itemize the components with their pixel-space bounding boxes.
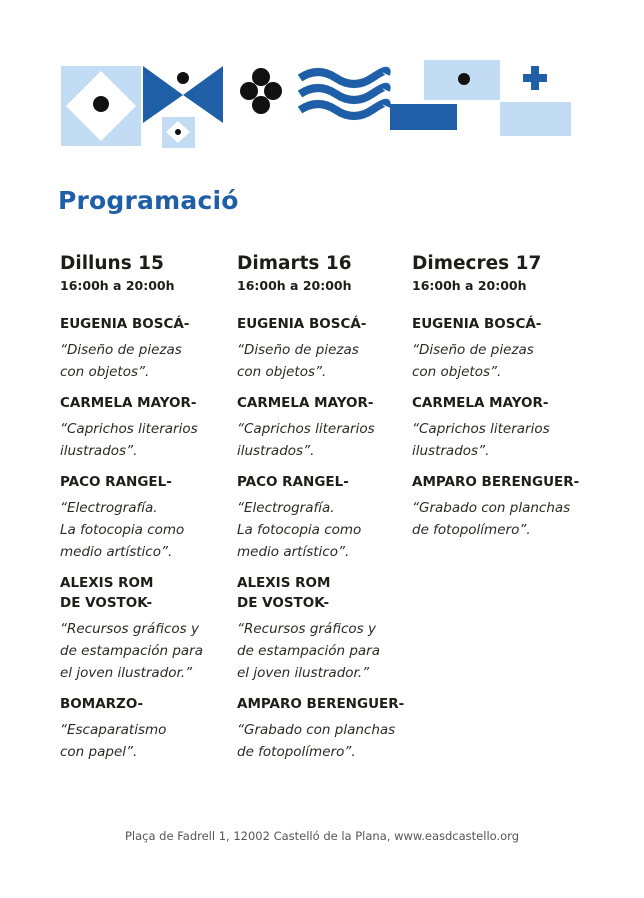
speaker-name: PACO RANGEL- xyxy=(237,474,349,490)
speaker-name: ALEXIS ROM DE VOSTOK- xyxy=(60,575,154,611)
rectangles-flag-icon xyxy=(390,60,500,130)
speaker-name: CARMELA MAYOR- xyxy=(237,395,374,411)
session-item xyxy=(60,472,245,563)
session-title: “Diseño de piezas con objetos”. xyxy=(412,342,534,380)
session-item xyxy=(237,694,422,763)
day-column xyxy=(60,252,245,773)
session-item xyxy=(412,472,597,541)
session-item xyxy=(237,573,422,684)
session-title: “Caprichos literarios ilustrados”. xyxy=(412,421,550,459)
day-hours: 16:00h a 20:00h xyxy=(412,278,527,293)
session-item xyxy=(412,393,597,462)
session-item xyxy=(237,472,422,563)
speaker-name: BOMARZO- xyxy=(60,696,144,712)
quatrefoil-icon xyxy=(240,68,282,114)
session-title: “Caprichos literarios ilustrados”. xyxy=(60,421,198,459)
speaker-name: AMPARO BERENGUER- xyxy=(412,474,580,490)
day-hours: 16:00h a 20:00h xyxy=(60,278,175,293)
day-heading: Dimecres 17 xyxy=(412,253,542,274)
day-column xyxy=(237,252,422,773)
session-item xyxy=(60,314,245,383)
session-item xyxy=(60,393,245,462)
session-title: “Electrografía. La fotocopia como medio artístico”. xyxy=(60,500,185,560)
session-title: “Escaparatismo con papel”. xyxy=(60,722,167,760)
day-column xyxy=(412,252,597,551)
speaker-name: EUGENIA BOSCÁ- xyxy=(60,316,190,332)
speaker-name: ALEXIS ROM DE VOSTOK- xyxy=(237,575,331,611)
session-item xyxy=(60,573,245,684)
session-title: “Grabado con planchas de fotopolímero”. xyxy=(412,500,571,538)
session-item xyxy=(412,314,597,383)
speaker-name: AMPARO BERENGUER- xyxy=(237,696,405,712)
session-title: “Grabado con planchas de fotopolímero”. xyxy=(237,722,396,760)
session-item xyxy=(237,314,422,383)
waves-icon xyxy=(300,71,387,116)
session-item xyxy=(237,393,422,462)
plus-flag-icon xyxy=(500,66,571,136)
session-title: “Diseño de piezas con objetos”. xyxy=(60,342,182,380)
speaker-name: EUGENIA BOSCÁ- xyxy=(237,316,367,332)
speaker-name: PACO RANGEL- xyxy=(60,474,172,490)
speaker-name: CARMELA MAYOR- xyxy=(60,395,197,411)
session-title: “Recursos gráficos y de estampación para el joven ilustrador.” xyxy=(60,621,204,681)
day-heading: Dimarts 16 xyxy=(237,253,352,274)
day-heading: Dilluns 15 xyxy=(60,253,164,274)
bowtie-flag-icon xyxy=(143,66,223,148)
session-item xyxy=(60,694,245,763)
session-title: “Caprichos literarios ilustrados”. xyxy=(237,421,375,459)
session-title: “Recursos gráficos y de estampación para el joven ilustrador.” xyxy=(237,621,381,681)
speaker-name: CARMELA MAYOR- xyxy=(412,395,549,411)
session-title: “Electrografía. La fotocopia como medio artístico”. xyxy=(237,500,362,560)
footer-address: Plaça de Fadrell 1, 12002 Castelló de la Plana, www.easdcastello.org xyxy=(124,829,519,843)
day-hours: 16:00h a 20:00h xyxy=(237,278,352,293)
diamond-flag-icon xyxy=(61,66,141,146)
signal-flags-banner xyxy=(0,0,644,160)
session-title: “Diseño de piezas con objetos”. xyxy=(237,342,359,380)
speaker-name: EUGENIA BOSCÁ- xyxy=(412,316,542,332)
page-title: Programació xyxy=(58,186,239,215)
